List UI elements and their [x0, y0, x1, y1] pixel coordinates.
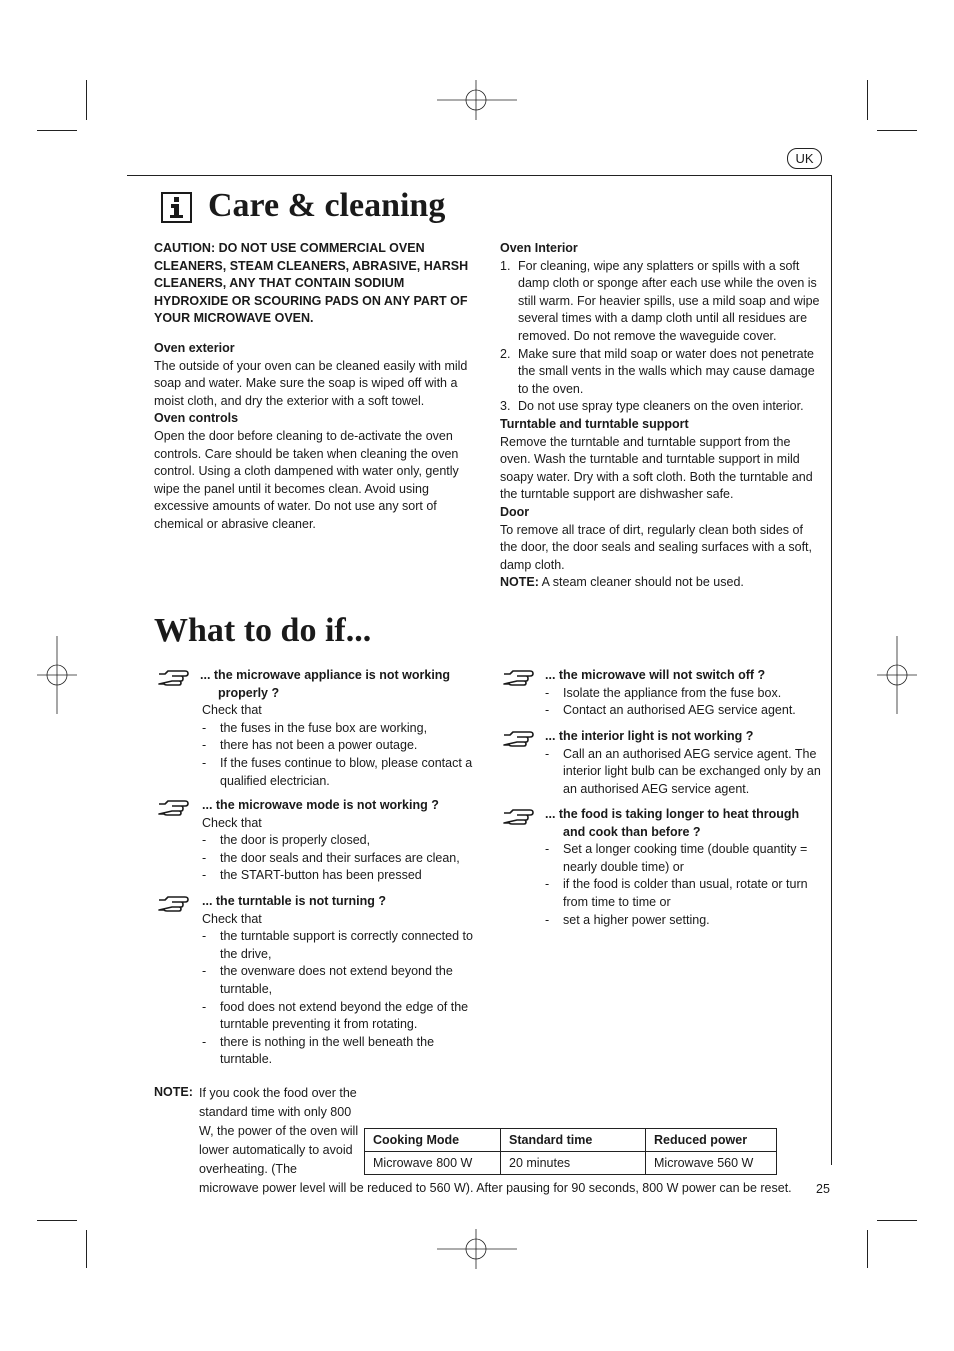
registration-mark-right: [877, 636, 917, 714]
faq-right-item-3: [502, 806, 824, 929]
language-badge: [787, 148, 822, 169]
table-header-row: [365, 1129, 777, 1152]
list-item: - Set a longer cooking time (double quantity = nearly double time) or: [545, 842, 808, 874]
table-cell: Microwave 800 W: [365, 1152, 501, 1175]
table-header-cell: Standard time: [501, 1129, 646, 1152]
pointing-hand-icon: [502, 808, 536, 826]
list-item: - Contact an authorised AEG service agent.: [545, 703, 796, 718]
table-header-cell: Cooking Mode: [365, 1129, 501, 1152]
faq-right-item-2: [502, 728, 824, 798]
table-cell: 20 minutes: [501, 1152, 646, 1175]
table-header-cell: Reduced power: [646, 1129, 777, 1152]
faq-lead: Check that: [202, 911, 262, 926]
pointing-hand-icon: [157, 799, 191, 817]
faq-left-item-1: [157, 667, 475, 790]
note-text: If you cook the food over the standard time with only 800 W, the power of the oven will lower automatically to avoid overheating. (The microwave power level will be reduced to 560 W). After pausing for 90 seconds, 800 W power can be reset.: [199, 1084, 819, 1198]
list-item: - if the food is colder than usual, rotate or turn from time to time or: [545, 877, 808, 909]
registration-mark-top: [437, 80, 517, 120]
door-note: NOTE: A steam cleaner should not be used.: [500, 575, 744, 590]
faq-question: ... the microwave mode is not working ?: [202, 798, 439, 812]
list-item: - Isolate the appliance from the fuse box.: [545, 685, 782, 700]
registration-mark-left: [37, 636, 77, 714]
faq-question: ... the turntable is not turning ?: [202, 894, 387, 908]
list-item: - Call an an authorised AEG service agent. The interior light bulb can be exchanged only by an an authorised AEG service agent.: [545, 746, 821, 796]
faq-lead: Check that: [202, 703, 262, 718]
list-item: - the door seals and their surfaces are clean,: [202, 850, 460, 865]
note-label: NOTE:: [154, 1085, 193, 1099]
oven-controls-text: Open the door before cleaning to de-activate the oven controls. Care should be taken when cleaning the oven control. Using a cloth dampened with water only, gently wipe the panel until it becomes clean. Avoid using excessive amounts of water. Do not use any sort of chemical or abrasive cleaner.: [154, 428, 459, 531]
faq-question: ... the interior light is not working ?: [545, 729, 754, 743]
oven-exterior-text: The outside of your oven can be cleaned easily with mild soap and water. Make sure the soap is wiped off with a moist cloth, and dry the exterior with a soft towel.: [154, 358, 468, 408]
care-title: Care & cleaning: [208, 187, 446, 224]
table-cell: Microwave 560 W: [646, 1152, 777, 1175]
list-item: 3. Do not use spray type cleaners on the oven interior.: [500, 399, 804, 414]
list-item: - there has not been a power outage.: [202, 738, 418, 753]
right-rule: [831, 175, 832, 1165]
language-badge-label: UK: [795, 151, 814, 166]
pointing-hand-icon: [502, 669, 536, 687]
faq-question: ... the microwave appliance is not working properly ?: [200, 668, 451, 700]
oven-controls-heading: Oven controls: [154, 411, 239, 426]
list-item: - there is nothing in the well beneath the turntable.: [202, 1034, 435, 1067]
list-item: - food does not extend beyond the edge of the turntable preventing it from rotating.: [202, 999, 469, 1032]
pointing-hand-icon: [157, 895, 191, 913]
faq-right-item-1: [502, 667, 824, 720]
faq-question: ... the microwave will not switch off ?: [545, 668, 766, 682]
oven-exterior-heading: Oven exterior: [154, 340, 235, 355]
turntable-heading: Turntable and turntable support: [500, 416, 689, 431]
faq-question: ... the food is taking longer to heat through and cook than before ?: [545, 807, 800, 839]
oven-interior-heading: Oven Interior: [500, 241, 578, 255]
list-item: - set a higher power setting.: [545, 912, 710, 927]
info-icon: [161, 192, 192, 223]
list-item: - the door is properly closed,: [202, 833, 371, 848]
care-left-column: [154, 240, 472, 534]
pointing-hand-icon: [502, 730, 536, 748]
pointing-hand-icon: [157, 669, 191, 687]
list-item: - the fuses in the fuse box are working,: [202, 720, 428, 735]
list-item: - the START-button has been pressed: [202, 868, 422, 883]
door-text: To remove all trace of dirt, regularly clean both sides of the door, the door seals and sealing surfaces with a soft, damp cloth.: [500, 522, 812, 572]
turntable-text: Remove the turntable and turntable support from the oven. Wash the turntable and turntable support in mild soapy water. Dry with a soft cloth. Both the turntable and the turntable support are dishwasher safe.: [500, 434, 813, 502]
list-item: - If the fuses continue to blow, please contact a qualified electrician.: [202, 755, 473, 788]
list-item: - the ovenware does not extend beyond the turntable,: [202, 964, 453, 996]
faq-lead: Check that: [202, 815, 262, 830]
page-number: 25: [816, 1182, 830, 1196]
care-right-column: [500, 240, 822, 592]
whatif-title: What to do if...: [154, 612, 372, 649]
list-item: 2. Make sure that mild soap or water does not penetrate the small vents in the walls which may cause damage to the oven.: [500, 346, 815, 396]
faq-left-item-2: [157, 797, 475, 885]
faq-left-item-3: [157, 893, 475, 1069]
table-row: [365, 1152, 777, 1175]
header-rule: [127, 175, 832, 176]
caution-text: CAUTION: DO NOT USE COMMERCIAL OVEN CLEANERS, STEAM CLEANERS, ABRASIVE, HARSH CLEANERS, ANY THAT CONTAIN SODIUM HYDROXIDE OR SCOURING PADS ON ANY PART OF YOUR MICROWAVE OVEN.: [154, 241, 469, 326]
power-table: [364, 1128, 777, 1175]
list-item: 1. For cleaning, wipe any splatters or spills with a soft damp cloth or sponge after each use while the oven is still warm. For heavier spills, use a mild soap and wipe several times with a damp cloth until all residues are removed. Do not remove the waveguide cover.: [500, 258, 820, 343]
door-heading: Door: [500, 504, 530, 519]
registration-mark-bottom: [437, 1229, 517, 1269]
list-item: - the turntable support is correctly connected to the drive,: [202, 929, 473, 961]
